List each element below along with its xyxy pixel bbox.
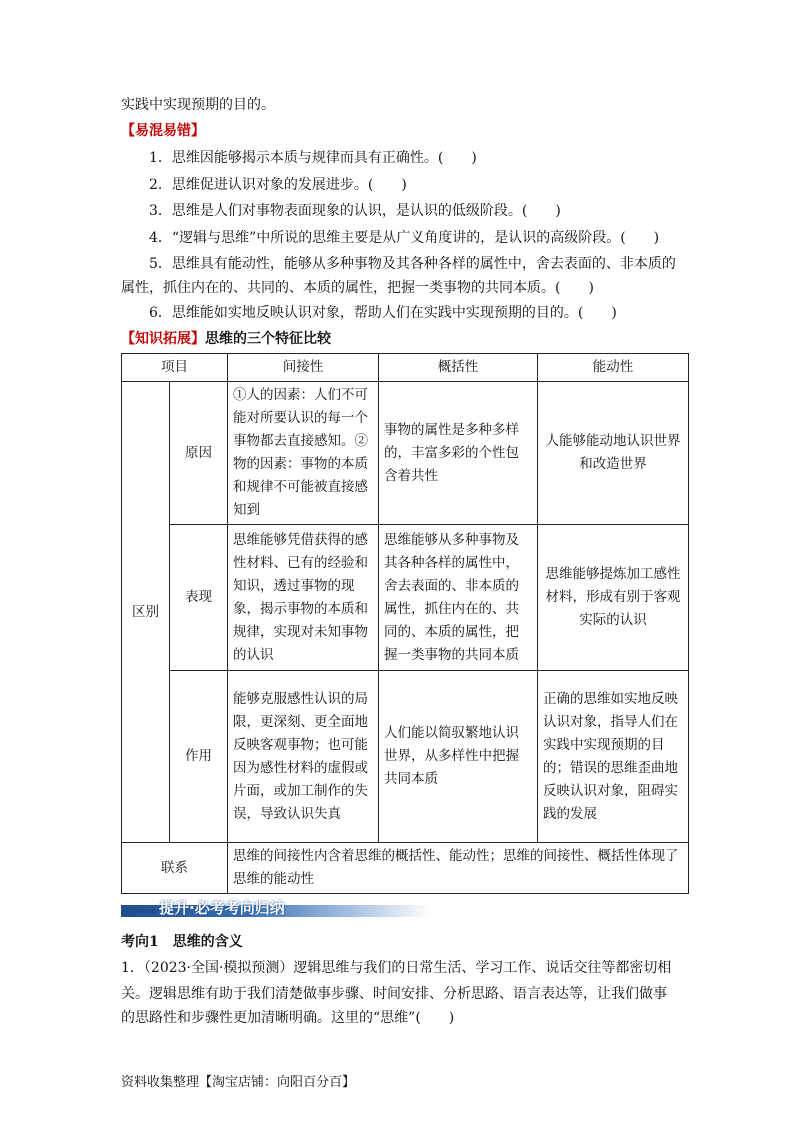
section-banner: [121, 897, 431, 921]
header-active: 能动性: [538, 354, 689, 382]
confusion-item: 2．思维促进认识对象的发展进步。( ): [149, 177, 407, 193]
cell-indirect: 思维能够凭借获得的感性材料、已有的经验和知识，透过事物的现象，揭示事物的本质和规律，实现对未知事物的认识: [228, 525, 379, 671]
direction-heading: 考向1 思维的含义: [121, 934, 243, 950]
cell-active: 人能够能动地认识世界和改造世界: [538, 382, 689, 525]
cell-active: 正确的思维如实地反映认识对象，指导人们在实践中实现预期的目的；错误的思维歪曲地反映认识对象，阻碍实践的发展: [538, 671, 689, 843]
banner-lead-mark: [121, 909, 155, 913]
confusion-heading: 【易混易错】: [121, 123, 205, 139]
cell-indirect: 能够克服感性认识的局限，更深刻、更全面地反映客观事物；也可能因为感性材料的虚假或片面，或加工制作的失误，导致认识失真: [228, 671, 379, 843]
table-header-row: [122, 354, 689, 382]
table-row-link: [122, 843, 689, 894]
row-label: 原因: [170, 382, 228, 525]
group-label: 区别: [122, 382, 170, 843]
confusion-item: 属性，抓住内在的、共同的、本质的属性，把握一类事物的共同本质。( ): [121, 280, 594, 296]
cell-general: 人们能以简驭繁地认识世界，从多样性中把握共同本质: [379, 671, 538, 843]
confusion-item: 1．思维因能够揭示本质与规律而具有正确性。( ): [149, 150, 477, 166]
confusion-item: 4．“逻辑与思维”中所说的思维主要是从广义角度讲的，是认识的高级阶段。( ): [149, 230, 660, 246]
row-label: 作用: [170, 671, 228, 843]
comparison-table: [121, 353, 689, 894]
question-line: 1．（2023·全国·模拟预测）逻辑思维与我们的日常生活、学习工作、说话交往等都密切相: [121, 960, 672, 976]
cell-indirect: ①人的因素：人们不可能对所要认识的每一个事物都去直接感知。②物的因素：事物的本质和规律不可能被直接感知到: [228, 382, 379, 525]
link-label: 联系: [122, 843, 228, 894]
link-text: 思维的间接性内含着思维的概括性、能动性；思维的间接性、概括性体现了思维的能动性: [228, 843, 689, 894]
table-row: [122, 382, 689, 525]
confusion-item: 6．思维能如实地反映认识对象，帮助人们在实践中实现预期的目的。( ): [149, 305, 617, 321]
expansion-heading: [121, 329, 331, 349]
cell-active: 思维能够提炼加工感性材料，形成有别于客观实际的认识: [538, 525, 689, 671]
header-general: 概括性: [379, 354, 538, 382]
question-line: 的思路性和步骤性更加清晰明确。这里的“思维”( ): [121, 1010, 455, 1026]
expansion-tag: 【知识拓展】: [121, 331, 205, 347]
page-footer: 资料收集整理【淘宝店铺：向阳百分百】: [121, 1075, 356, 1090]
expansion-title: 思维的三个特征比较: [205, 331, 331, 347]
banner-title: 提升·必考考向归纳: [159, 899, 285, 917]
confusion-item: 5．思维具有能动性，能够从多种事物及其各种各样的属性中，舍去表面的、非本质的: [149, 256, 676, 272]
row-label: 表现: [170, 525, 228, 671]
question-line: 关。逻辑思维有助于我们清楚做事步骤、时间安排、分析思路、语言表达等，让我们做事: [121, 986, 667, 1002]
header-item: 项目: [122, 354, 228, 382]
table-row: [122, 671, 689, 843]
table-row: [122, 525, 689, 671]
cell-general: 思维能够从多种事物及其各种各样的属性中，舍去表面的、非本质的属性，抓住内在的、共同的、本质的属性，把握一类事物的共同本质: [379, 525, 538, 671]
cell-general: 事物的属性是多种多样的，丰富多彩的个性包含着共性: [379, 382, 538, 525]
header-indirect: 间接性: [228, 354, 379, 382]
intro-tail: 实践中实现预期的目的。: [121, 97, 275, 113]
confusion-item: 3．思维是人们对事物表面现象的认识，是认识的低级阶段。( ): [149, 203, 561, 219]
